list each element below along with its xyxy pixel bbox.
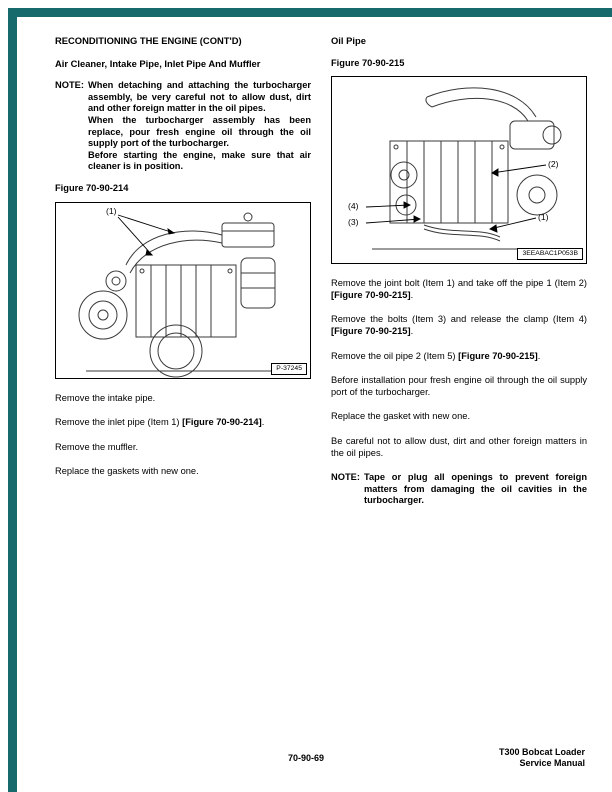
paragraph-text: .: [410, 289, 414, 300]
engine-line-drawing: [56, 203, 310, 378]
note-paragraph: Tape or plug all openings to prevent foreign matters from damaging the oil cavities in the turbocharger.: [364, 472, 587, 506]
section-heading: RECONDITIONING THE ENGINE (CONT'D): [55, 35, 242, 46]
paragraph: [55, 417, 311, 429]
note-block: [55, 80, 311, 173]
page-number: 70-90-69: [287, 753, 325, 763]
paragraph: Replace the gaskets with new one.: [55, 466, 199, 477]
note-body: [88, 80, 311, 173]
paragraph: [331, 314, 587, 337]
figure-callout: (1): [106, 205, 117, 216]
note-label: NOTE:: [331, 472, 360, 483]
paragraph: [331, 351, 587, 363]
paragraph: Replace the gasket with new one.: [331, 411, 471, 422]
left-column: [55, 35, 311, 491]
accent-bar-left: [8, 8, 17, 792]
figure-caption: Figure 70-90-214: [55, 182, 129, 193]
subsection-heading: Air Cleaner, Intake Pipe, Inlet Pipe And Muffler: [55, 57, 261, 69]
paragraph-text: Remove the oil pipe 2 (Item 5): [331, 350, 459, 361]
figure-caption: Figure 70-90-215: [331, 57, 405, 68]
right-column: [331, 35, 587, 517]
note-body: [364, 472, 587, 507]
figure-callout: (2): [548, 159, 559, 170]
paragraph-text: Remove the bolts (Item 3) and release the clamp (Item 4): [331, 314, 587, 325]
engine-line-drawing: [332, 77, 586, 263]
figure-reference: [Figure 70-90-215]: [331, 325, 411, 336]
note-paragraph: Before starting the engine, make sure that air cleaner is in position.: [88, 149, 311, 172]
figure-reference: [Figure 70-90-215]: [331, 289, 411, 300]
figure-70-90-214: [55, 202, 311, 379]
manual-title: [499, 747, 585, 769]
paragraph: [331, 278, 587, 301]
note-paragraph: When the turbocharger assembly has been replace, pour fresh engine oil through the oil supply port of the turbocharger.: [88, 114, 311, 149]
note-paragraph: When detaching and attaching the turbocharger assembly, be very careful not to allow dust, dirt and other foreign matter in the oil pipes.: [88, 80, 311, 114]
figure-70-90-215: [331, 76, 587, 264]
paragraph-text: .: [261, 417, 265, 428]
paragraph-text: Remove the inlet pipe (Item 1): [55, 417, 183, 428]
figure-reference: [Figure 70-90-215]: [458, 350, 538, 361]
paragraph: Before installation pour fresh engine oil through the oil supply port of the turbocharger.: [331, 375, 587, 397]
manual-title-line2: Service Manual: [519, 758, 585, 768]
note-label: NOTE:: [55, 80, 84, 91]
photo-id-label: 3EEABAC1P053B: [517, 248, 583, 260]
paragraph-text: .: [410, 325, 414, 336]
paragraph: Remove the muffler.: [55, 441, 139, 452]
figure-callout: (4): [348, 201, 359, 212]
paragraph: Be careful not to allow dust, dirt and other foreign matters in the oil pipes.: [331, 435, 587, 458]
figure-reference: [Figure 70-90-214]: [182, 417, 262, 428]
manual-title-line1: T300 Bobcat Loader: [498, 747, 585, 757]
section-heading: Oil Pipe: [331, 35, 366, 46]
figure-callout: (3): [348, 217, 359, 228]
paragraph-text: Remove the joint bolt (Item 1) and take off the pipe 1 (Item 2): [331, 278, 587, 289]
note-block: [331, 472, 587, 507]
accent-bar-top: [8, 8, 612, 17]
paragraph-text: .: [537, 350, 541, 361]
figure-callout: (1): [538, 212, 549, 223]
photo-id-label: P-37245: [271, 363, 307, 375]
paragraph: Remove the intake pipe.: [55, 392, 156, 403]
